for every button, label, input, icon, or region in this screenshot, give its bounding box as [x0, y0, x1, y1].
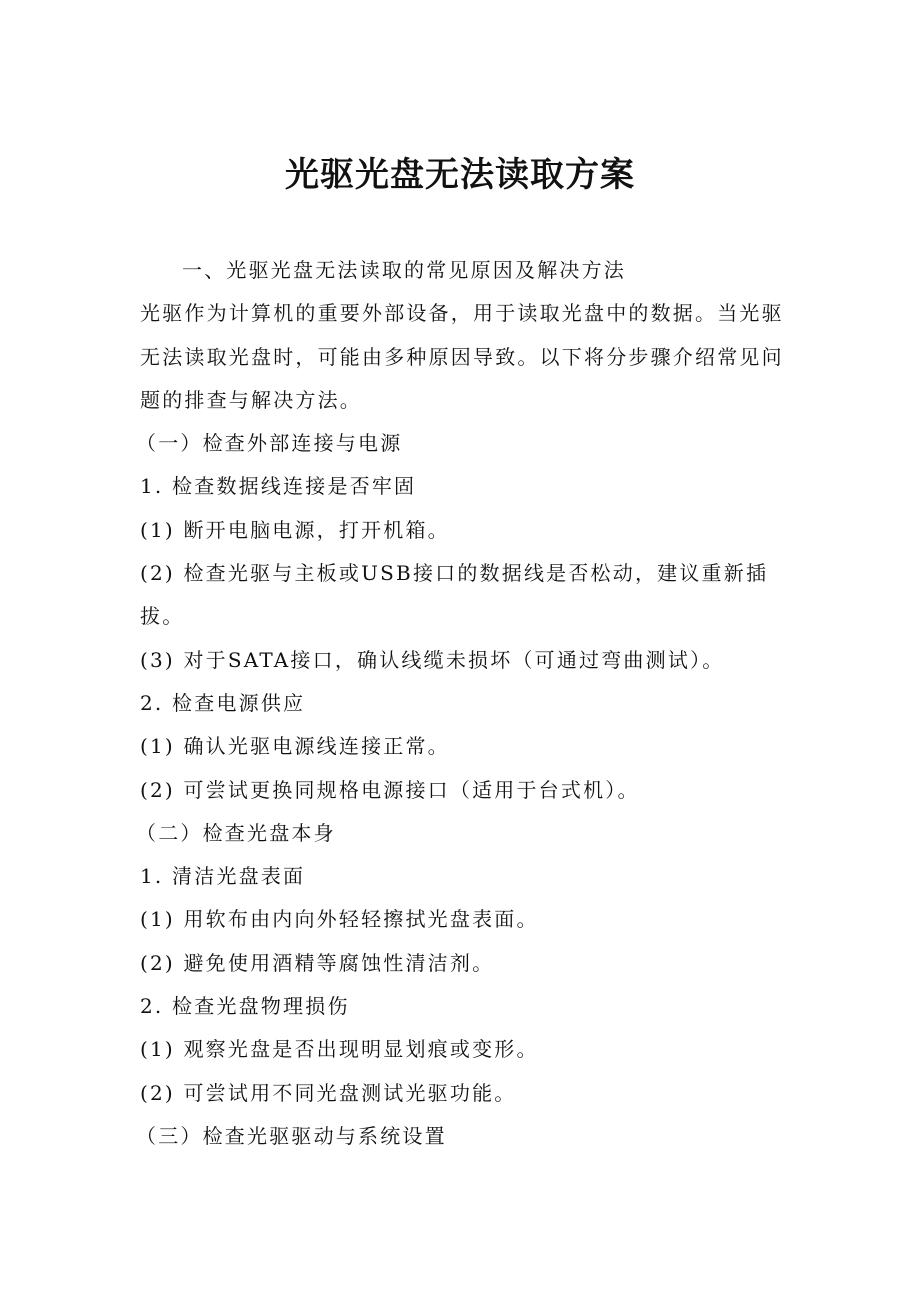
text-line: (1) 确认光驱电源线连接正常。 — [140, 734, 450, 759]
subsection-heading: （二）检查光盘本身 — [136, 820, 336, 845]
text-line: (2) 可尝试用不同光盘测试光驱功能。 — [140, 1080, 517, 1105]
text-line: 2. 检查电源供应 — [140, 690, 306, 715]
text-line: 2. 检查光盘物理损伤 — [140, 994, 350, 1019]
text-line: 1. 清洁光盘表面 — [140, 864, 306, 889]
subsection-heading: （一）检查外部连接与电源 — [136, 431, 403, 456]
document-body — [136, 249, 784, 1158]
text-line: (2) 可尝试更换同规格电源接口（适用于台式机）。 — [140, 777, 640, 802]
text-line: (1) 断开电脑电源，打开机箱。 — [140, 517, 450, 542]
text-line: (2) 避免使用酒精等腐蚀性清洁剂。 — [140, 950, 495, 975]
text-line: 题的排查与解决方法。 — [140, 387, 362, 412]
section-heading: 一、光驱光盘无法读取的常见原因及解决方法 — [182, 258, 626, 282]
text-line: (3) 对于SATA接口，确认线缆未损坏（可通过弯曲测试）。 — [140, 647, 725, 672]
subsection-heading: （三）检查光驱驱动与系统设置 — [136, 1123, 447, 1148]
text-line: 1. 检查数据线连接是否牢固 — [140, 474, 417, 499]
text-line: (1) 观察光盘是否出现明显划痕或变形。 — [140, 1037, 539, 1062]
text-line: (2) 检查光驱与主板或USB接口的数据线是否松动，建议重新插 — [140, 561, 769, 586]
text-line: 光驱作为计算机的重要外部设备，用于读取光盘中的数据。当光驱 — [140, 301, 784, 326]
text-line: 拔。 — [140, 604, 185, 629]
text-line: (1) 用软布由内向外轻轻擦拭光盘表面。 — [140, 907, 539, 932]
document-title: 光驱光盘无法读取方案 — [285, 155, 635, 195]
text-line: 无法读取光盘时，可能由多种原因导致。以下将分步骤介绍常见问 — [140, 344, 784, 369]
